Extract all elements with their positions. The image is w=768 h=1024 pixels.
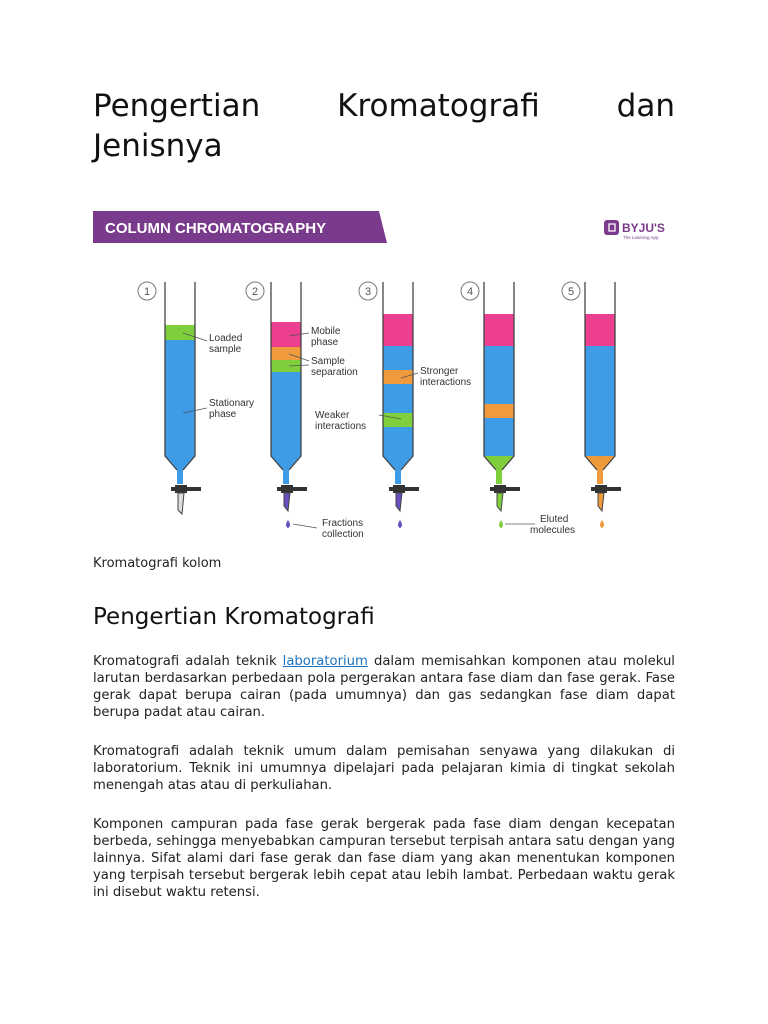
laboratorium-link[interactable]: laboratorium (282, 654, 368, 669)
label-stronger-interactions-line1: Stronger (420, 366, 459, 377)
label-loaded-sample-line1: Loaded (209, 333, 243, 344)
column-chromatography-figure (93, 208, 675, 546)
step-number-2: 2 (251, 286, 259, 298)
label-weaker-interactions-line2: interactions (315, 421, 367, 432)
byjus-logo-icon (604, 220, 619, 235)
label-eluted-molecules-line1: Eluted (540, 514, 569, 525)
paragraph-1-start: Kromatografi adalah teknik (93, 654, 283, 669)
column-5 (585, 282, 621, 528)
brand-tagline: The Learning App (623, 235, 659, 240)
step-number-1: 1 (143, 286, 151, 298)
section-heading: Pengertian Kromatografi (93, 604, 375, 630)
byjus-logo (604, 220, 665, 240)
label-loaded-sample-line2: sample (209, 344, 242, 355)
label-eluted-molecules-line2: molecules (530, 525, 576, 536)
column-1 (165, 282, 201, 514)
banner-text: COLUMN CHROMATOGRAPHY (105, 220, 327, 237)
label-stronger-interactions-line2: interactions (420, 377, 472, 388)
paragraph-1-end: dalam memisahkan komponen atau molekul larutan berdasarkan perbedaan pola pergerakan antara fase diam dan fase gerak. Fase gerak dapat berupa cairan (pada umumnya) dan gas sedangkan fase diam dapat berupa padat atau cairan. (93, 654, 675, 720)
label-sample-separation-line2: separation (311, 367, 358, 378)
label-mobile-phase-line2: phase (311, 337, 339, 348)
paragraph-2: Kromatografi adalah teknik umum dalam pemisahan senyawa yang dilakukan di laboratorium. Teknik ini umumnya dipelajari pada pelajaran kimia di tingkat sekolah menengah atas atau di perkuliahan. (93, 744, 675, 793)
label-stationary-phase-line1: Stationary (209, 398, 255, 409)
label-mobile-phase-line1: Mobile (311, 326, 341, 337)
label-sample-separation-line1: Sample (311, 356, 345, 367)
label-fractions-collection-line2: collection (322, 529, 364, 540)
figure-caption: Kromatografi kolom (93, 556, 222, 571)
step-number-3: 3 (364, 286, 372, 298)
paragraph-3: Komponen campuran pada fase gerak bergerak pada fase diam dengan kecepatan berbeda, sehingga menyebabkan campuran tersebut terpisah antara satu dengan yang lainnya. Sifat alami dari fase gerak dan fase diam yang akan menentukan komponen yang terpisah tersebut bergerak lebih cepat atau lebih lambat. Perbedaan waktu gerak ini disebut waktu retensi. (93, 817, 675, 900)
label-weaker-interactions-line1: Weaker (315, 410, 350, 421)
column-2 (271, 282, 307, 528)
step-number-4: 4 (466, 286, 474, 298)
label-fractions-collection-line1: Fractions (322, 518, 364, 529)
label-stationary-phase-line2: phase (209, 409, 237, 420)
step-number-5: 5 (567, 286, 575, 298)
chromatography-diagram (93, 208, 675, 546)
page-title: Pengertian Kromatografi dan Jenisnya (93, 88, 675, 164)
column-4 (484, 282, 520, 528)
column-3 (383, 282, 419, 528)
paragraph-1 (93, 653, 675, 721)
brand-name: BYJU'S (622, 221, 665, 235)
